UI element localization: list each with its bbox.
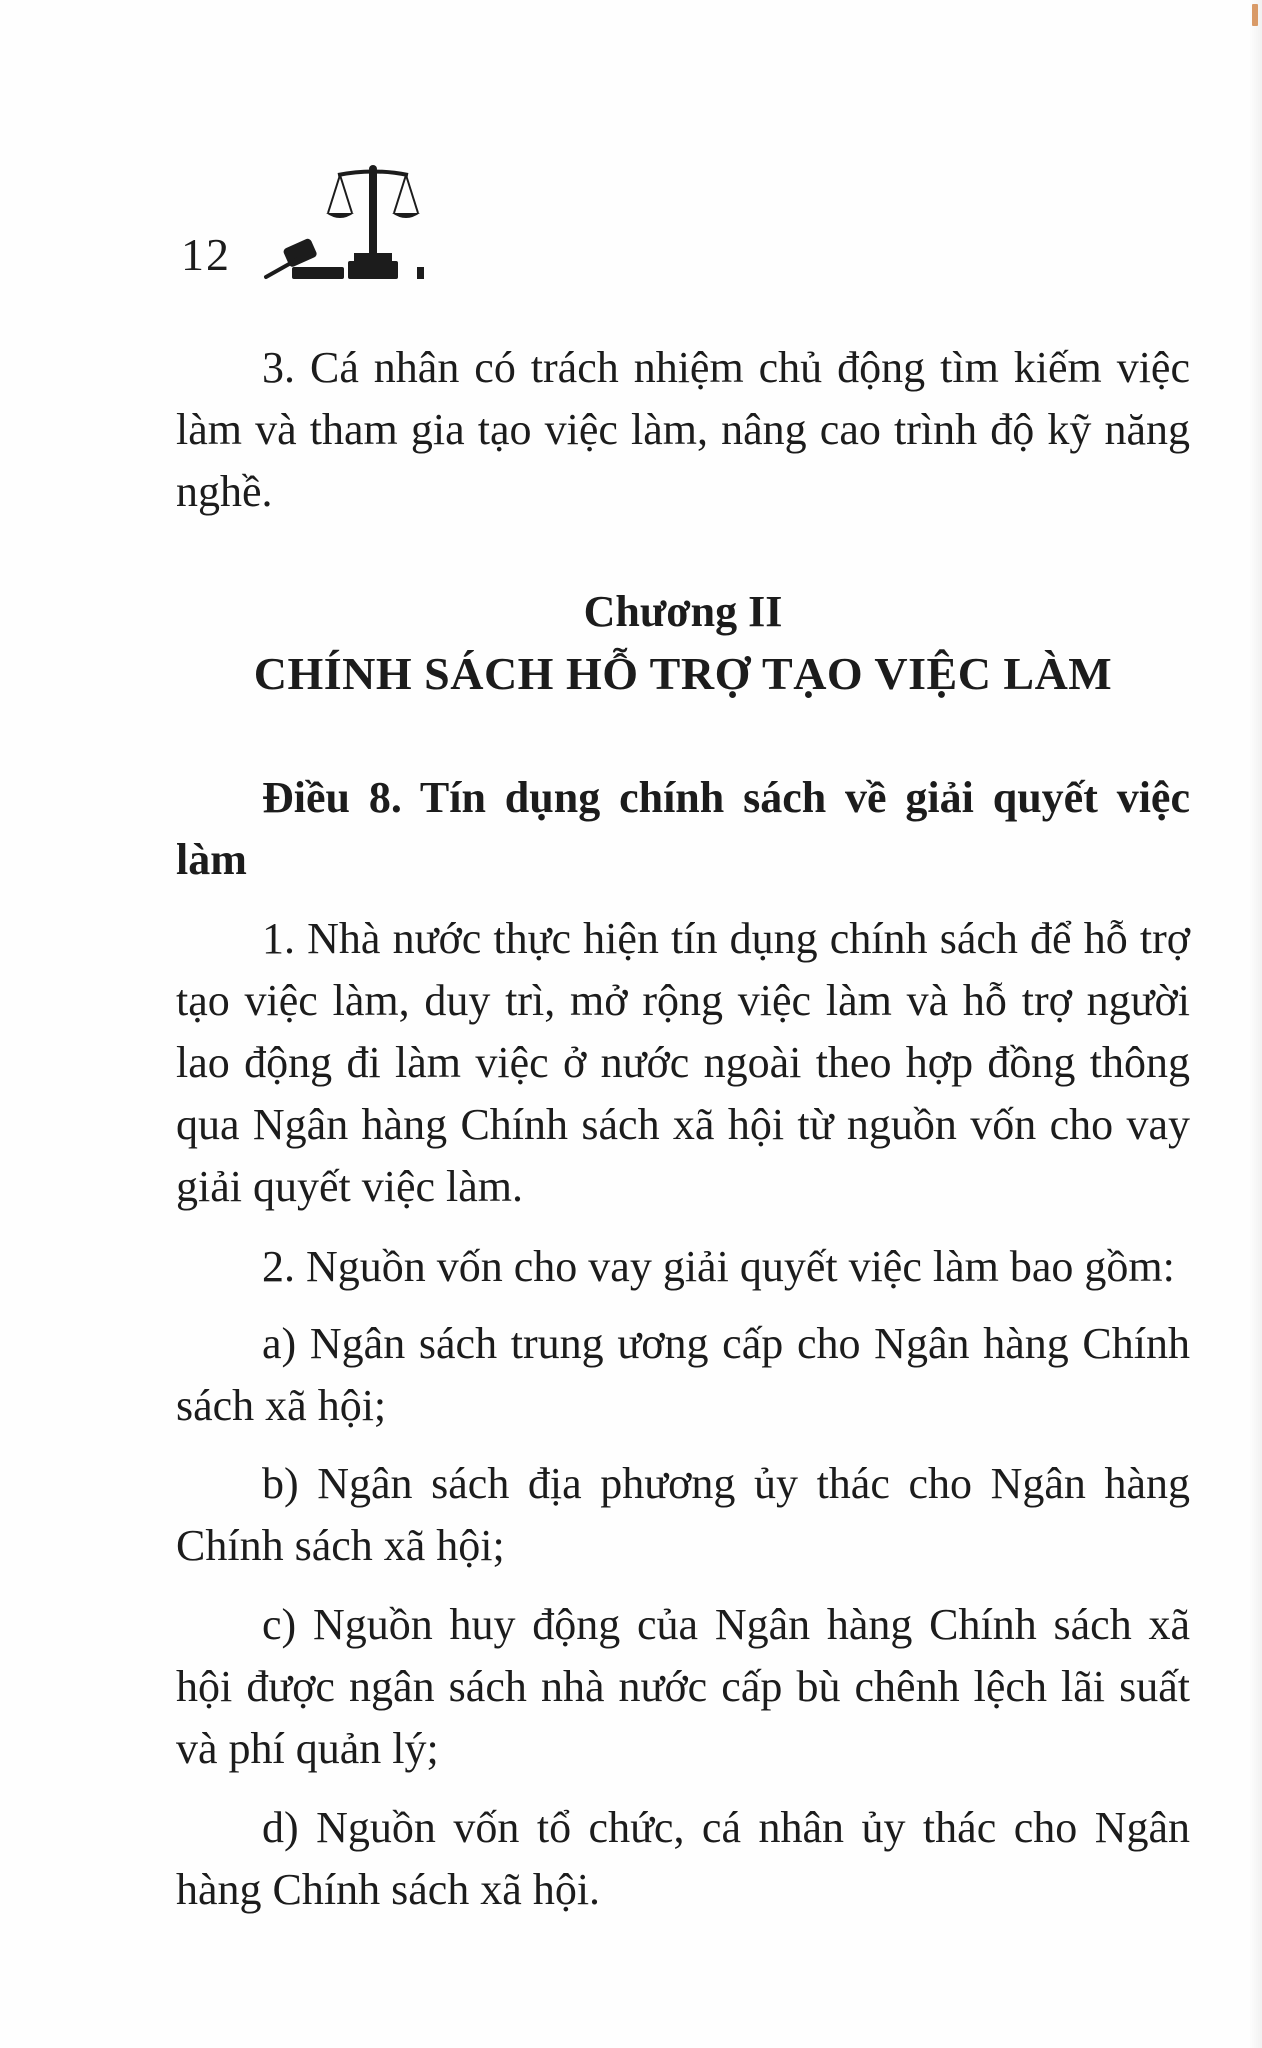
list-item-d: d) Nguồn vốn tổ chức, cá nhân ủy thác cho Ngân hàng Chính sách xã hội. — [176, 1803, 1190, 1914]
list-item-a: a) Ngân sách trung ương cấp cho Ngân hàng Chính sách xã hội; — [176, 1319, 1190, 1430]
page-number: 12 — [181, 229, 231, 280]
scales-of-justice-gavel-icon — [262, 163, 438, 281]
article-heading: Điều 8. Tín dụng chính sách về giải quyết việc làm — [176, 773, 1190, 884]
chapter-title: CHÍNH SÁCH HỖ TRỢ TẠO VIỆC LÀM — [253, 648, 1113, 699]
chapter-number: Chương II — [583, 587, 783, 636]
list-item-c: c) Nguồn huy động của Ngân hàng Chính sách xã hội được ngân sách nhà nước cấp bù chênh lệch lãi suất và phí quản lý; — [176, 1600, 1190, 1773]
list-item-b: b) Ngân sách địa phương ủy thác cho Ngân hàng Chính sách xã hội; — [176, 1459, 1190, 1570]
clause-2: 2. Nguồn vốn cho vay giải quyết việc làm bao gồm: — [262, 1242, 1175, 1291]
page-edge-shadow — [1248, 0, 1262, 2048]
clause-1: 1. Nhà nước thực hiện tín dụng chính sách để hỗ trợ tạo việc làm, duy trì, mở rộng việc làm và hỗ trợ người lao động đi làm việc ở nước ngoài theo hợp đồng thông qua Ngân hàng Chính sách xã hội từ nguồn vốn cho vay giải quyết việc làm. — [176, 914, 1190, 1211]
intro-paragraph: 3. Cá nhân có trách nhiệm chủ động tìm kiếm việc làm và tham gia tạo việc làm, nâng cao trình độ kỹ năng nghề. — [176, 343, 1190, 516]
edge-mark — [1252, 4, 1258, 26]
